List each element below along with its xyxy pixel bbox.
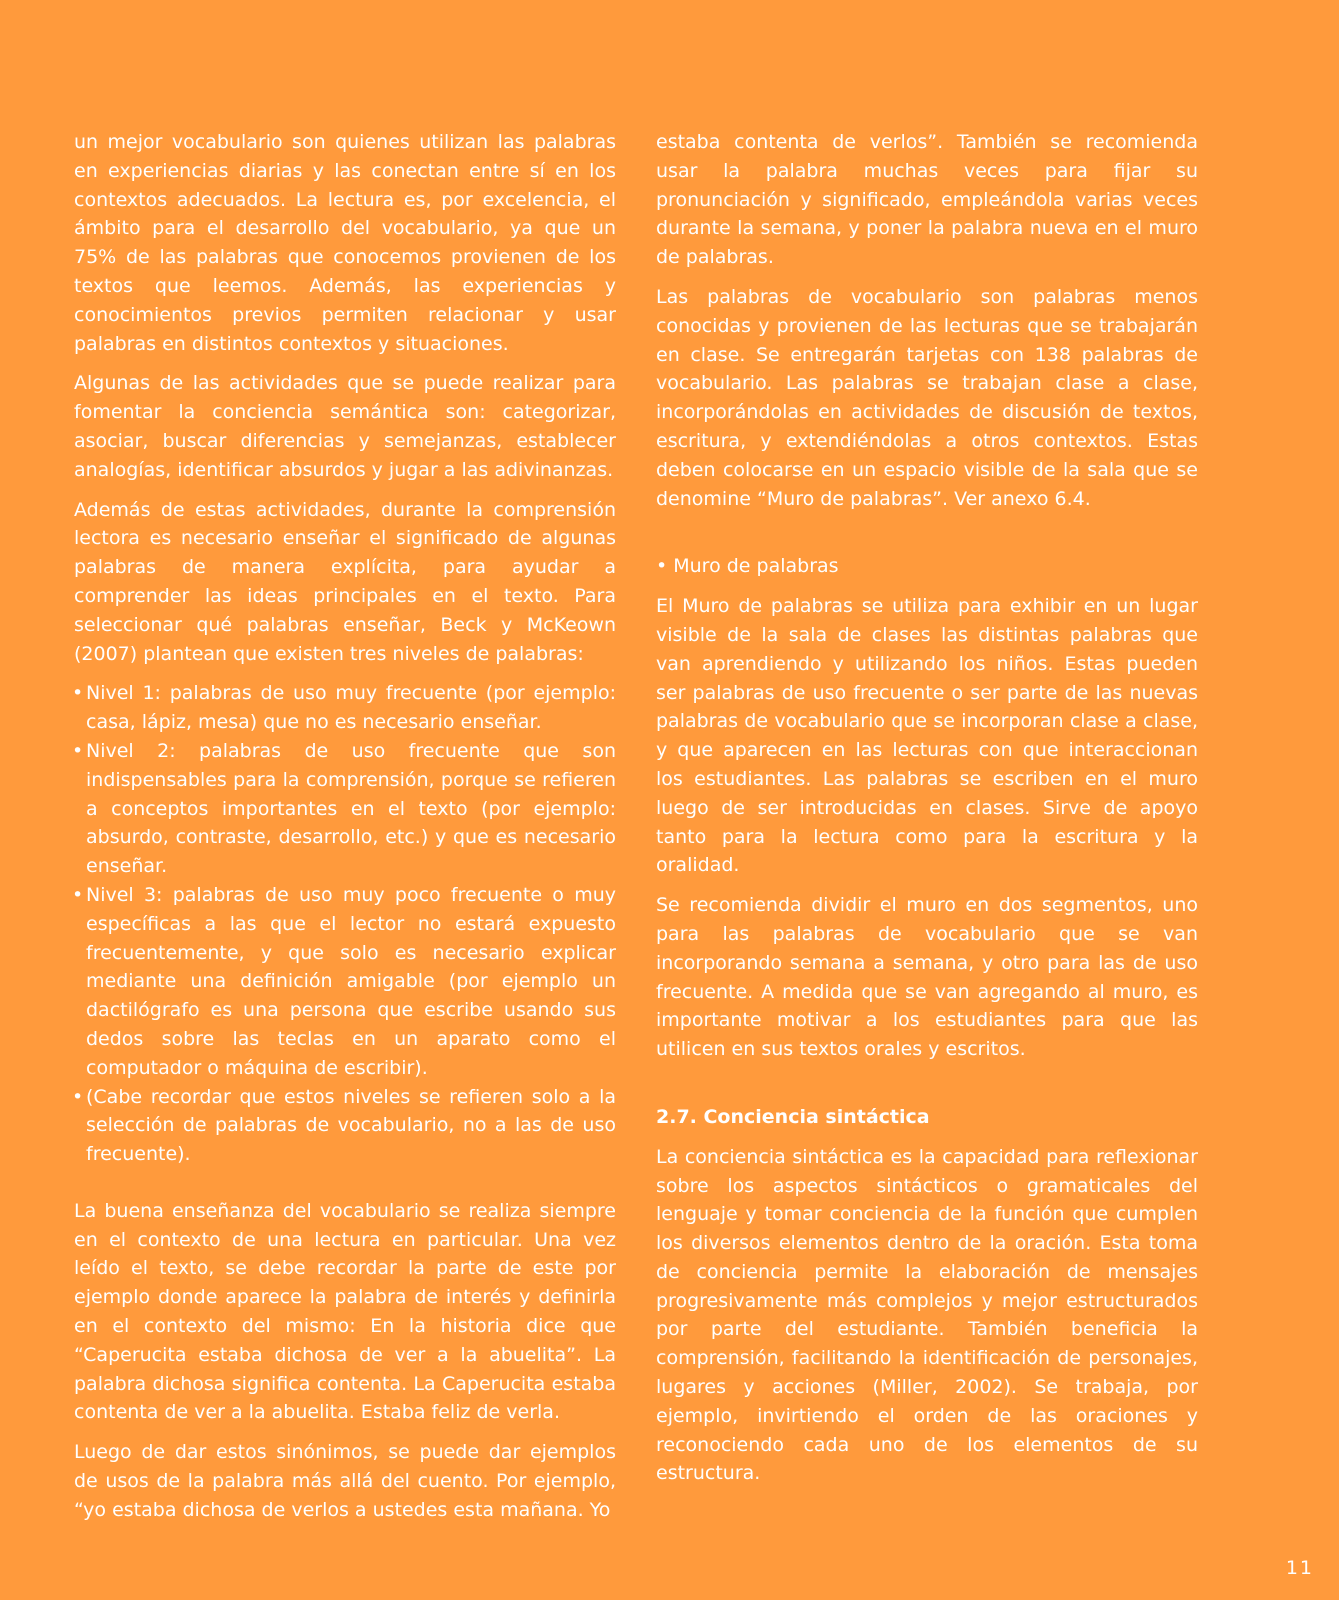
paragraph: El Muro de palabras se utiliza para exhibir en un lugar visible de la sala de clases las distintas palabras que van aprendiendo y utilizando los niños. Estas pueden ser palabras de uso frecuente o ser parte de las nuevas palabras de vocabulario que se incorporan clase a clase, y que aparecen en las lecturas con que interaccionan los estudiantes. Las palabras se escriben en el muro luego de ser introducidas en clases. Sirve de apoyo tanto para la lectura como para la escritura y la oralidad. <box>656 595 1198 877</box>
paragraph: Luego de dar estos sinónimos, se puede dar ejemplos de usos de la palabra más allá del cuento. Por ejemplo, “yo estaba dichosa de verlos a ustedes esta mañana. Yo <box>74 1441 616 1521</box>
right-column <box>656 128 1198 1499</box>
paragraph: La buena enseñanza del vocabulario se realiza siempre en el contexto de una lectura en particular. Una vez leído el texto, se debe recordar la parte de este por ejemplo donde aparece la palabra de interés y definirla en el contexto del mismo: En la historia dice que “Caperucita estaba dichosa de ver a la abuelita”. La palabra dichosa significa contenta. La Caperucita estaba contenta de ver a la abuelita. Estaba feliz de verla. <box>74 1199 616 1424</box>
left-column <box>74 128 616 1536</box>
paragraph: Se recomienda dividir el muro en dos segmentos, uno para las palabras de vocabulario que se van incorporando semana a semana, y otro para las de uso frecuente. A medida que se van agregando al muro, es importante motivar a los estudiantes para que las utilicen en sus textos orales y escritos. <box>656 894 1198 1061</box>
paragraph: La conciencia sintáctica es la capacidad para reflexionar sobre los aspectos sintácticos o gramaticales del lenguaje y tomar conciencia de la función que cumplen los diversos elementos dentro de la oración. Esta toma de conciencia permite la elaboración de mensajes progresivamente más complejos y mejor estructurados por parte del estudiante. También beneficia la comprensión, facilitando la identificación de personajes, lugares y acciones (Miller, 2002). Se trabaja, por ejemplo, invirtiendo el orden de las oraciones y reconociendo cada uno de los elementos de su estructura. <box>656 1145 1198 1485</box>
paragraph: Algunas de las actividades que se puede realizar para fomentar la conciencia semántica son: categorizar, asociar, buscar diferencias y semejanzas, establecer analogías, identificar absurdos y jugar a las adivinanzas. <box>74 372 616 481</box>
paragraph: Las palabras de vocabulario son palabras menos conocidas y provienen de las lecturas que se trabajarán en clase. Se entregarán tarjetas con 138 palabras de vocabulario. Las palabras se trabajan clase a clase, incorporándolas en actividades de discusión de textos, escritura, y extendiéndolas a otros contextos. Estas deben colocarse en un espacio visible de la sala que se denomine “Muro de palabras”. Ver anexo 6.4. <box>656 285 1198 510</box>
paragraph: un mejor vocabulario son quienes utilizan las palabras en experiencias diarias y las conectan entre sí en los contextos adecuados. La lectura es, por excelencia, el ámbito para el desarrollo del vocabulario, ya que un 75% de las palabras que conocemos provienen de los textos que leemos. Además, las experiencias y conocimientos previos permiten relacionar y usar palabras en distintos contextos y situaciones. <box>74 131 616 355</box>
spacer <box>656 524 1198 552</box>
list-item: • Nivel 2: palabras de uso frecuente que son indispensables para la comprensión, porque se refieren a conceptos importantes en el texto (por ejemplo: absurdo, contraste, desarrollo, etc.) y que es necesario enseñar. <box>74 737 616 881</box>
list-item: • Nivel 1: palabras de uso muy frecuente (por ejemplo: casa, lápiz, mesa) que no es necesario enseñar. <box>74 679 616 737</box>
paragraph: estaba contenta de verlos”. También se recomienda usar la palabra muchas veces para fijar su pronunciación y significado, empleándola varias veces durante la semana, y poner la palabra nueva en el muro de palabras. <box>656 131 1198 269</box>
word-levels-list <box>74 679 616 1169</box>
bullet-heading: • Muro de palabras <box>656 555 839 578</box>
page-number: 11 <box>1285 1557 1314 1579</box>
paragraph: Además de estas actividades, durante la comprensión lectora es necesario enseñar el significado de algunas palabras de manera explícita, para ayudar a comprender las ideas principales en el texto. Para seleccionar qué palabras enseñar, Beck y McKeown (2007) plantean que existen tres niveles de palabras: <box>74 498 616 665</box>
spacer <box>656 1075 1198 1103</box>
list-item: • (Cabe recordar que estos niveles se refieren solo a la selección de palabras de vocabulario, no a las de uso frecuente). <box>74 1083 616 1169</box>
list-item: • Nivel 3: palabras de uso muy poco frecuente o muy específicas a las que el lector no estará expuesto frecuentemente, y que solo es necesario explicar mediante una definición amigable (por ejemplo un dactilógrafo es una persona que escribe usando sus dedos sobre las teclas en un aparato como el computador o máquina de escribir). <box>74 881 616 1083</box>
section-heading: 2.7. Conciencia sintáctica <box>656 1105 930 1128</box>
spacer <box>74 1169 616 1197</box>
